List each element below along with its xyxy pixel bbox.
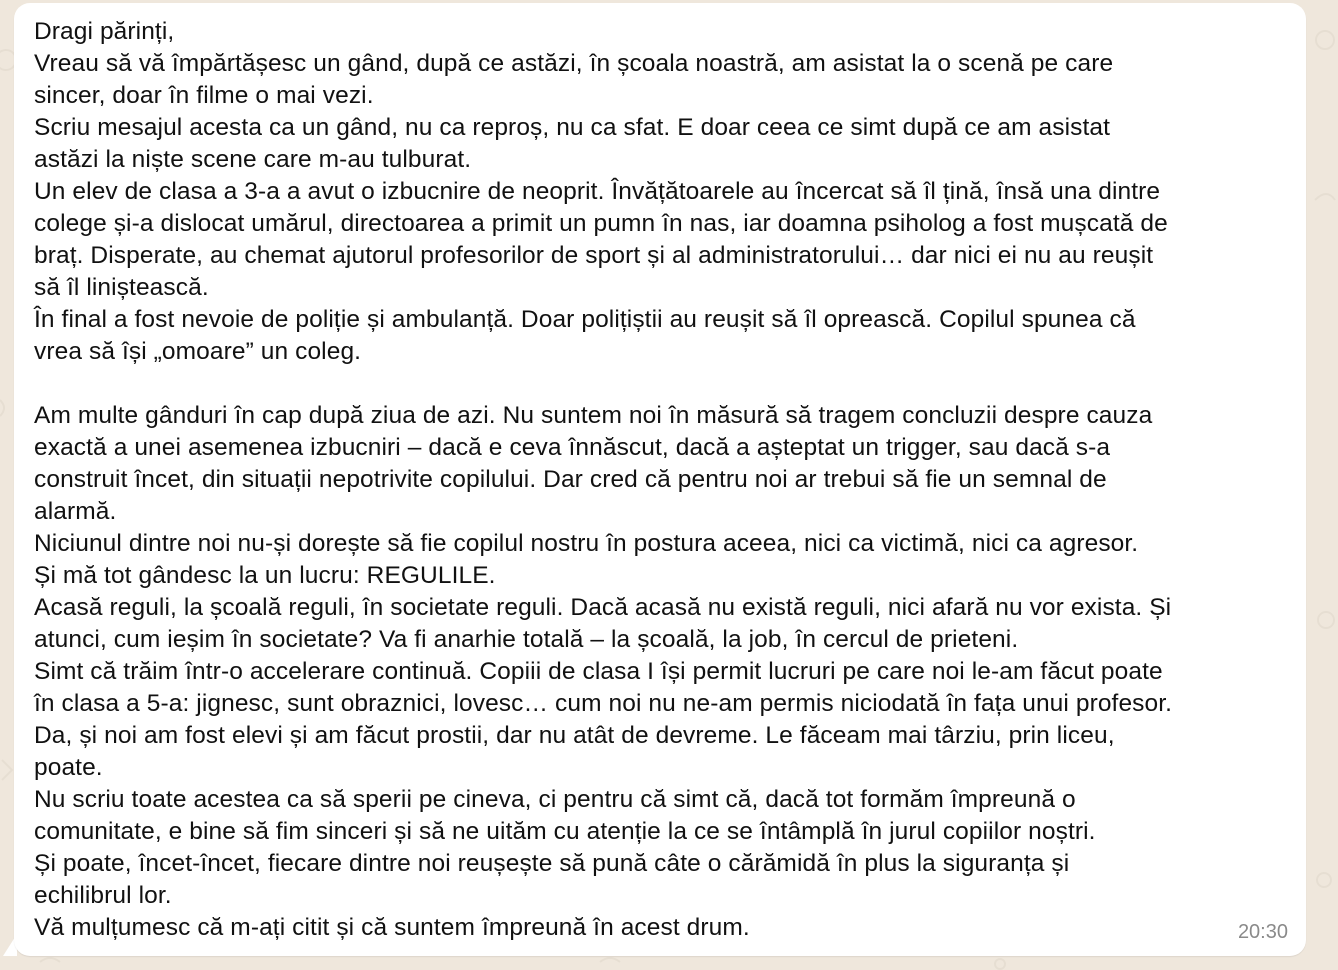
message-line: comunitate, e bine să fim sinceri și să ne uităm cu atenție la ce se întâmplă în jurul copiilor noștri. — [34, 818, 1096, 845]
message-line: Scriu mesajul acesta ca un gând, nu ca reproș, nu ca sfat. E doar ceea ce simt după ce am asistat — [34, 114, 1111, 141]
message-line: Dragi părinți, — [34, 18, 175, 45]
message-line: Nu scriu toate acestea ca să sperii pe cineva, ci pentru că simt că, dacă tot formăm împreună o — [34, 786, 1076, 813]
message-line: în clasa a 5-a: jignesc, sunt obraznici, lovesc… cum noi nu ne-am permis niciodată în fața unui profesor. — [34, 690, 1173, 717]
message-line: Vreau să vă împărtășesc un gând, după ce astăzi, în școala noastră, am asistat la o scenă pe care — [34, 50, 1114, 77]
message-line: Și poate, încet-încet, fiecare dintre noi reușește să pună câte o cărămidă în plus la siguranța și — [34, 850, 1070, 877]
message-line: să îl liniștească. — [34, 274, 209, 301]
message-line: colege și-a dislocat umărul, directoarea a primit un pumn în nas, iar doamna psiholog a fost mușcată de — [34, 210, 1168, 237]
message-line: Da, și noi am fost elevi și am făcut prostii, dar nu atât de devreme. Le făceam mai târziu, prin liceu, — [34, 722, 1115, 749]
message-line: atunci, cum ieșim în societate? Va fi anarhie totală – la școală, la job, în cercul de prieteni. — [34, 626, 1019, 653]
message-line: braț. Disperate, au chemat ajutorul profesorilor de sport și al administratorului… dar nici ei nu au reușit — [34, 242, 1154, 269]
message-text — [34, 16, 1266, 944]
message-line: Vă mulțumesc că m-ați citit și că suntem împreună în acest drum. — [34, 914, 750, 941]
message-line: astăzi la niște scene care m-au tulburat. — [34, 146, 472, 173]
message-line: Simt că trăim într-o accelerare continuă. Copiii de clasa I își permit lucruri pe care noi le-am făcut poate — [34, 658, 1163, 685]
message-line: Un elev de clasa a 3-a a avut o izbucnire de neoprit. Învățătoarele au încercat să îl țină, însă una dintre — [34, 178, 1161, 205]
message-line: Niciunul dintre noi nu-și dorește să fie copilul nostru în postura aceea, nici ca victimă, nici ca agresor. — [34, 530, 1139, 557]
message-line: În final a fost nevoie de poliție și ambulanță. Doar polițiștii au reușit să îl oprească. Copilul spunea că — [34, 306, 1136, 333]
message-line: exactă a unei asemenea izbucniri – dacă e ceva înnăscut, dacă a așteptat un trigger, sau dacă s-a — [34, 434, 1111, 461]
paragraph-gap — [34, 368, 1266, 400]
message-line: Am multe gânduri în cap după ziua de azi. Nu suntem noi în măsură să tragem concluzii despre cauza — [34, 402, 1153, 429]
message-line: sincer, doar în filme o mai vezi. — [34, 82, 374, 109]
message-bubble[interactable] — [14, 3, 1306, 956]
message-line: vrea să își „omoare” un coleg. — [34, 338, 362, 365]
message-line: echilibrul lor. — [34, 882, 172, 909]
message-line: construit încet, din situații nepotrivite copilului. Dar cred că pentru noi ar trebui să fie un semnal de — [34, 466, 1107, 493]
message-line: poate. — [34, 754, 103, 781]
message-line: alarmă. — [34, 498, 117, 525]
message-line: Și mă tot gândesc la un lucru: REGULILE. — [34, 562, 496, 589]
message-timestamp: 20:30 — [1237, 921, 1288, 943]
message-line: Acasă reguli, la școală reguli, în societate reguli. Dacă acasă nu există reguli, nici afară nu vor exista. Și — [34, 594, 1172, 621]
